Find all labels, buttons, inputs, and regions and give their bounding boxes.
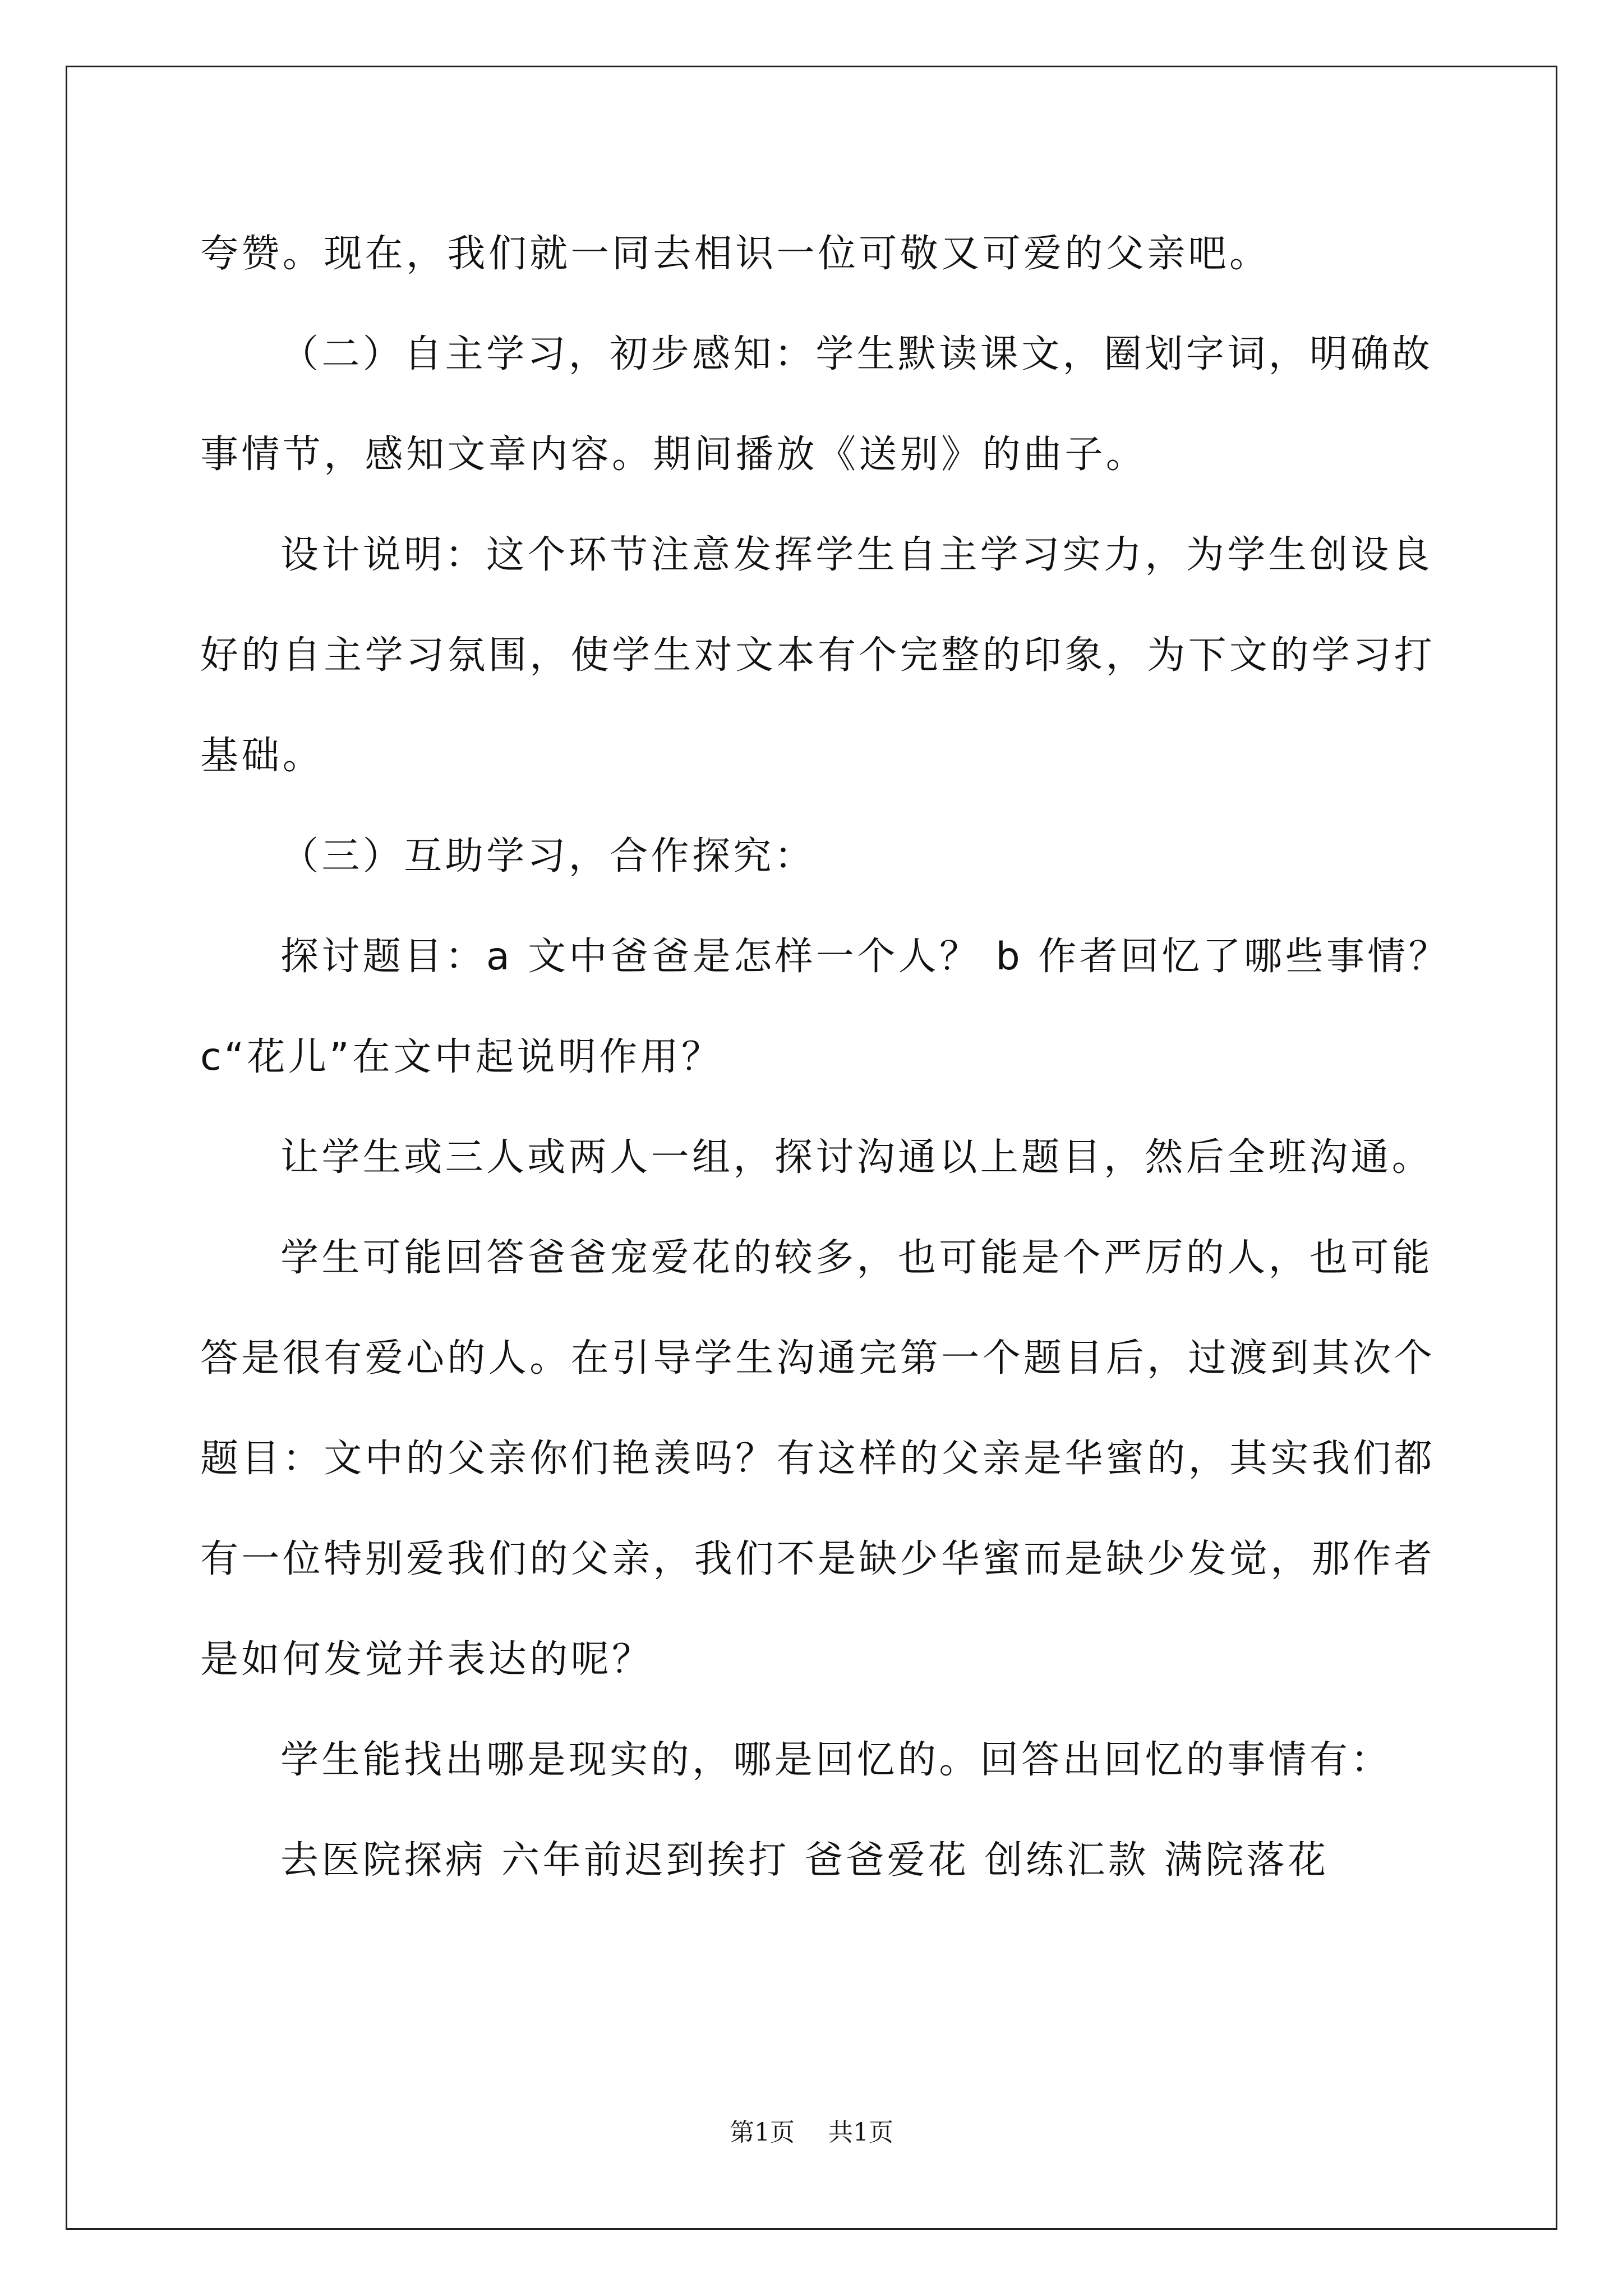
text-line: c“花儿”在文中起说明作用？	[200, 1035, 723, 1079]
text-line: 题目：文中的父亲你们艳羡吗？有这样的父亲是华蜜的，其实我们都	[200, 1437, 1436, 1481]
text-line: 去医院探病 六年前迟到挨打 爸爸爱花 创练汇款 满院落花	[280, 1838, 1329, 1883]
text-line: 探讨题目：a 文中爸爸是怎样一个人？ b 作者回忆了哪些事情？	[280, 935, 1450, 979]
page-footer	[0, 2116, 1623, 2150]
text-line: 设计说明：这个环节注意发挥学生自主学习实力，为学生创设良	[280, 533, 1433, 577]
text-line: 事情节，感知文章内容。期间播放《送别》的曲子。	[200, 432, 1147, 477]
text-line: 是如何发觉并表达的呢？	[200, 1637, 653, 1682]
text-line: 有一位特别爱我们的父亲，我们不是缺少华蜜而是缺少发觉，那作者	[200, 1537, 1436, 1581]
page-number: 第1页	[730, 2118, 795, 2147]
text-line: 学生可能回答爸爸宠爱花的较多，也可能是个严厉的人，也可能	[280, 1236, 1433, 1280]
text-line: 让学生或三人或两人一组，探讨沟通以上题目，然后全班沟通。	[280, 1135, 1433, 1180]
text-line: 学生能找出哪是现实的，哪是回忆的。回答出回忆的事情有：	[280, 1738, 1392, 1782]
text-line: 答是很有爱心的人。在引导学生沟通完第一个题目后，过渡到其次个	[200, 1336, 1436, 1381]
text-line: 夸赞。现在，我们就一同去相识一位可敬又可爱的父亲吧。	[200, 232, 1271, 276]
text-line: 好的自主学习氛围，使学生对文本有个完整的印象，为下文的学习打	[200, 633, 1436, 678]
text-line: （三）互助学习，合作探究：	[280, 834, 816, 878]
page-total: 共1页	[828, 2118, 893, 2147]
text-line: 基础。	[200, 734, 324, 778]
text-line: （二）自主学习，初步感知：学生默读课文，圈划字词，明确故	[280, 332, 1433, 376]
